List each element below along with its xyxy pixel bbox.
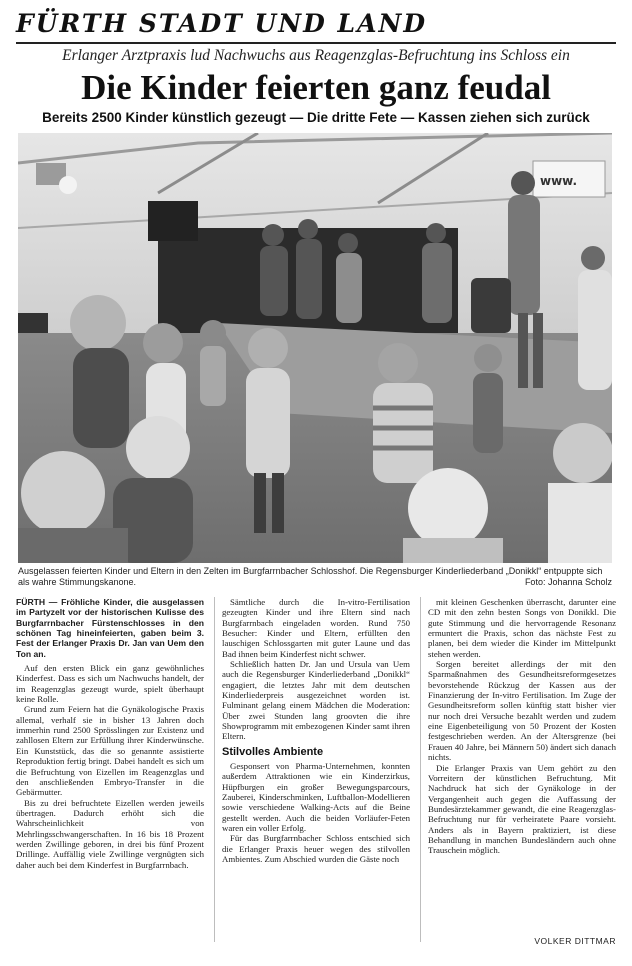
paragraph: Sämtliche durch die In-vitro-Fertilisation gezeugten Kinder und ihre Eltern sind nach Burgfarrnbach eingeladen worden. Rund 750 Besucher: Kinder und Eltern, erfüllten den lauschigen Schlossgarten mit guter Laune und das Bad ihnen beim Kinderfest nicht schwer. — [222, 597, 410, 659]
subheadline: Bereits 2500 Kinder künstlich gezeugt — Die dritte Fete — Kassen ziehen sich zurück — [42, 110, 590, 125]
photo-credit: Foto: Johanna Scholz — [524, 576, 612, 587]
paragraph: Die Erlanger Praxis van Uem gehört zu den Vorreitern der künstlichen Befruchtung. Mit Nachdruck hat sich der Gynäkologe in der Vergangenheit auch gegen die Auffassung der Bundesärztekammer gewandt, die eine Reagenzglas-Befruchtung nur für verheiratete Paare vorsieht. Anders als in Bayern praktiziert, ist diese Behandlung in manchen Bundesländern auch ohne Trauschein möglich. — [428, 762, 616, 856]
paragraph: mit kleinen Geschenken überrascht, darunter eine CD mit den zehn besten Songs von Donikkl. Die gute Stimmung und die hervorragende Resonanz ermuntert die Praxis, schon das nächste Fest zu planen, bei dem wieder die Kinder im Mittelpunkt stehen werden. — [428, 597, 616, 659]
headline: Die Kinder feierten ganz feudal — [81, 68, 551, 107]
article-lead: FÜRTH — Fröhliche Kinder, die ausgelassen im Partyzelt vor der historischen Kulisse des Burgfarrnbacher Fürstenschlosses in den schönen Tag hineinfeierten, gaben beim 3. Fest der Erlanger Praxis Dr. Jan van Uem den Ton an. — [16, 597, 204, 659]
paragraph: Grund zum Feiern hat die Gynäkologische Praxis allemal, verhalf sie in bisher 13 Jahren doch immerhin rund 2500 Sprösslingen zur Existenz und zahllosen Eltern zur Erfüllung ihrer Kinderwünsche. Ein Kunststück, das die so genannte assistierte Reproduktion fertig bringt. Dabei handelt es sich um die Befruchtung von Eizellen im Reagenzglas und den anschließenden Embryo-Transfer in die Gebärmutter. — [16, 704, 204, 798]
drum-kit — [471, 278, 511, 333]
article-body — [16, 597, 616, 949]
paragraph: Schließlich hatten Dr. Jan und Ursula van Uem auch die Regensburger Kinderliederband „Donikkl“ engagiert, die letztes Jahr mit dem deutschen Kinderliederpreis ausgezeichnet worden ist. Fulminant gelang einem Mädchen die Moderation: Über zwei Stunden lang groovten die ihre Showprogramm mit embezogenen Kinder samt ihren Eltern. — [222, 659, 410, 742]
photo-caption — [18, 566, 612, 587]
article-photo — [18, 133, 612, 563]
column-3 — [428, 597, 616, 949]
caption-text: Ausgelassen feierten Kinder und Eltern in den Zelten im Burgfarrnbacher Schlosshof. Die Regensburger Kinderliederband „Donikkl“ entpuppte sich als wahre Stimmungskanone. — [18, 566, 603, 587]
paragraph: Gesponsert von Pharma-Unternehmen, konnten außerdem Attraktionen wie ein Kinderzirkus, Hüpfburgen ein großer Bewegungsparcours, Zauberei, Kinderschminken, Luftballon-Modellieren sowie verschiedene Walking-Acts auf die Beine gestellt werden. Auch die beiden Vorläufer-Feten waren ein voller Erfolg. — [222, 760, 410, 833]
author-byline: VOLKER DITTMAR — [534, 936, 616, 946]
column-2 — [222, 597, 410, 949]
section-header — [16, 8, 616, 44]
kicker: Erlanger Arztpraxis lud Nachwuchs aus Reagenzglas-Befruchtung ins Schloss ein — [62, 47, 570, 64]
paragraph: Bis zu drei befruchtete Eizellen werden jeweils übertragen. Dadurch erhöht sich die Wahrscheinlichkeit von Mehrlingsschwangerschaften. In 16 bis 18 Prozent werden Zwillinge geboren, in drei bis fünf Prozent Drillinge. Auffällig viele Zwillinge vergnügten sich daher auch bei dem Kinderfest in Burgfarrnbach. — [16, 797, 204, 870]
banner-text: www. — [540, 174, 578, 188]
paragraph: Für das Burgfarrnbacher Schloss entschied sich die Erlanger Praxis heuer wegen des stilvollen Ambientes. Zum Abschied wurden die Gäste noch — [222, 833, 410, 864]
article-subhead: Stilvolles Ambiente — [222, 745, 324, 758]
concert-photo-illustration — [18, 133, 612, 563]
section-title: FÜRTH STADT UND LAND — [16, 9, 428, 38]
paragraph: Auf den ersten Blick ein ganz gewöhnliches Kinderfest. Dass es sich um Nachwuchs handelt, der im Reagenzglas gezeugt wurde, spielt überhaupt keine Rolle. — [16, 663, 204, 705]
column-1 — [16, 597, 204, 949]
paragraph: Sorgen bereitet allerdings der mit den Sparmaßnahmen des Gesundheitsreformgesetzes bevorstehende Rückzug der Kassen aus der Finanzierung der In-vitro Fertilisation. Im Zuge der Gesundheitsreform sollen künftig statt bisher vier nur noch drei Versuche bezahlt werden und zudem eine Eigenbeteiligung von 50 Prozent der Kosten festgeschrieben werden. An der Altersgrenze (bei Frauen 40 Jahre, bei Männern 50) ändert sich danach nichts. — [428, 659, 616, 763]
